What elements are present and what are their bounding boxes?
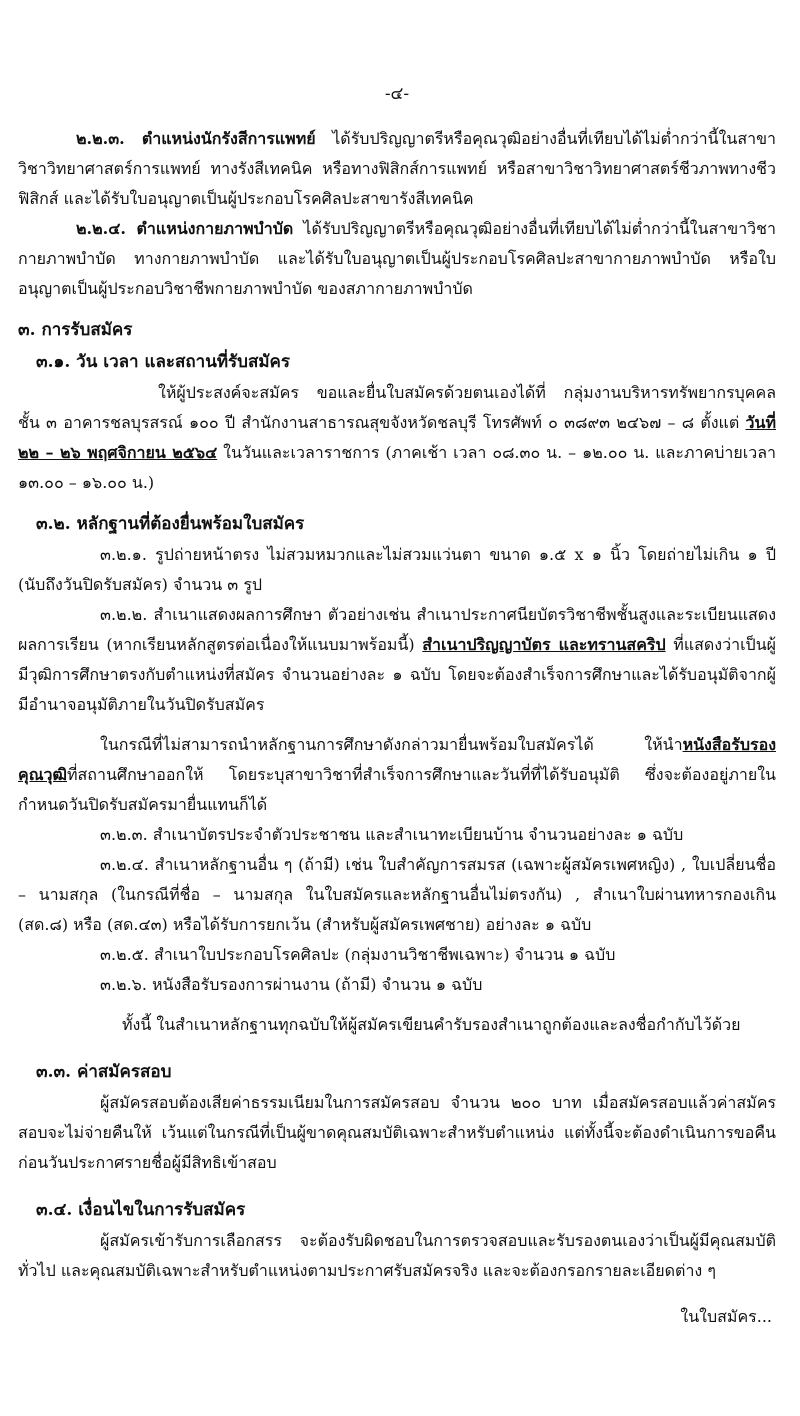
text-3-2-2-b: ที่แสดงว่าเป็นผู้มีวุฒิการศึกษาตรงกับตำแหน่งที่สมัคร จำนวนอย่างละ ๑ ฉบับ โดยจะต้องสำเร็จการศึกษาและได้รับอนุมัติจากผู้มีอำนาจอนุมัติภายในวันปิดรับสมัคร xyxy=(18,635,777,714)
application-dates: วันที่ ๒๒ – ๒๖ พฤศจิกายน ๒๕๖๔ xyxy=(18,413,776,462)
item-3-2-5: ๓.๒.๕. สำเนาใบประกอบโรคศิลปะ (กลุ่มงานวิชาชีพเฉพาะ) จำนวน ๑ ฉบับ xyxy=(100,945,616,964)
text-3-1-a: ให้ผู้ประสงค์จะสมัคร ขอและยื่นใบสมัครด้วยตนเองได้ที่ กลุ่มงานบริหารทรัพยากรบุคคล ชั้น ๓ อาคารชลบุรสรณ์ ๑๐๐ ปี สำนักงานสาธารณสุขจังหวัดชลบุรี โทรศัพท์ ๐ ๓๘๙๓ ๒๔๖๗ – ๘ ตั้งแต่ xyxy=(18,383,776,432)
paragraph-3-4: ผู้สมัครเข้ารับการเลือกสรร จะต้องรับผิดชอบในการตรวจสอบและรับรองตนเองว่าเป็นผู้มีคุณสมบัติทั่วไป และคุณสมบัติเฉพาะสำหรับตำแหน่งตามประกาศรับสมัครจริง และจะต้องกรอกรายละเอียดต่าง ๆ xyxy=(18,1231,776,1280)
page-number: -๔- xyxy=(384,84,410,104)
degree-transcript-underlined: สำเนาปริญญาบัตร และทรานสคริป xyxy=(422,635,666,654)
paragraph-2-2-3 xyxy=(18,124,776,214)
item-3-2-4: ๓.๒.๔. สำเนาหลักฐานอื่น ๆ (ถ้ามี) เช่น ใบสำคัญการสมรส (เฉพาะผู้สมัครเพศหญิง) , ใบเปลี่ยนชื่อ – นามสกุล (ในกรณีที่ชื่อ – นามสกุล ในใบสมัครและหลักฐานอื่นไม่ตรงกัน) , สำเนาใบผ่านทหารกองเกิน (สด.๘) หรือ (สด.๔๓) หรือได้รับการยกเว้น (สำหรับผู้สมัครเพศชาย) อย่างละ ๑ ฉบับ xyxy=(18,855,776,934)
certificate-underlined: หนังสือรับรองคุณวุฒิ xyxy=(18,735,776,784)
section-3-2-title: ๓.๒. หลักฐานที่ต้องยื่นพร้อมใบสมัคร xyxy=(36,514,305,534)
section-3-title: ๓. การรับสมัคร xyxy=(18,320,133,340)
section-3-1-title: ๓.๑. วัน เวลา และสถานที่รับสมัคร xyxy=(36,352,291,372)
paragraph-closing: ทั้งนี้ ในสำเนาหลักฐานทุกฉบับให้ผู้สมัครเขียนคำรับรองสำเนาถูกต้องและลงชื่อกำกับไว้ด้วย xyxy=(122,1015,741,1034)
heading-2-2-3: ๒.๒.๓. ตำแหน่งนักรังสีการแพทย์ xyxy=(76,129,316,148)
text-3-1-b: ในวันและเวลาราชการ (ภาคเช้า เวลา ๐๘.๓๐ น. – ๑๒.๐๐ น. และภาคบ่ายเวลา ๑๓.๐๐ – ๑๖.๐๐ น.) xyxy=(18,443,777,492)
continuation-marker: ในใบสมัคร... xyxy=(680,1307,772,1326)
item-3-2-6: ๓.๒.๖. หนังสือรับรองการผ่านงาน (ถ้ามี) จำนวน ๑ ฉบับ xyxy=(100,975,483,994)
section-3-4-title: ๓.๔. เงื่อนไขในการรับสมัคร xyxy=(36,1200,246,1220)
item-3-2-3: ๓.๒.๓. สำเนาบัตรประจำตัวประชาชน และสำเนาทะเบียนบ้าน จำนวนอย่างละ ๑ ฉบับ xyxy=(100,825,684,844)
text-2-2-4: ได้รับปริญญาตรีหรือคุณวุฒิอย่างอื่นที่เทียบได้ไม่ต่ำกว่านี้ในสาขาวิชากายภาพบำบัด ทางกายภาพบำบัด และได้รับใบอนุญาตเป็นผู้ประกอบโรคศิลปะสาขากายภาพบำบัด หรือใบอนุญาตเป็นผู้ประกอบวิชาชีพกายภาพบำบัด ของสภากายภาพบำบัด xyxy=(18,219,776,298)
item-3-2-2 xyxy=(18,600,776,720)
text-note-b: ที่สถานศึกษาออกให้ โดยระบุสาขาวิชาที่สำเร็จการศึกษาและวันที่ที่ได้รับอนุมัติ ซึ่งจะต้องอยู่ภายในกำหนดวันปิดรับสมัครมายื่นแทนก็ได้ xyxy=(18,765,776,814)
paragraph-3-3: ผู้สมัครสอบต้องเสียค่าธรรมเนียมในการสมัครสอบ จำนวน ๒๐๐ บาท เมื่อสมัครสอบแล้วค่าสมัครสอบจะไม่จ่ายคืนให้ เว้นแต่ในกรณีที่เป็นผู้ขาดคุณสมบัติเฉพาะสำหรับตำแหน่ง แต่ทั้งนี้จะต้องดำเนินการขอคืนก่อนวันประกาศรายชื่อผู้มีสิทธิเข้าสอบ xyxy=(18,1093,776,1172)
section-3-3-title: ๓.๓. ค่าสมัครสอบ xyxy=(36,1062,172,1082)
text-3-2-2-a: ๓.๒.๒. สำเนาแสดงผลการศึกษา ตัวอย่างเช่น สำเนาประกาศนียบัตรวิชาชีพชั้นสูงและระเบียนแสดงผลการเรียน (หากเรียนหลักสูตรต่อเนื่องให้แนบมาพร้อมนี้) xyxy=(18,605,776,654)
text-2-2-3: ได้รับปริญญาตรีหรือคุณวุฒิอย่างอื่นที่เทียบได้ไม่ต่ำกว่านี้ในสาขาวิชาวิทยาศาสตร์การแพทย์ ทางรังสีเทคนิค หรือทางฟิสิกส์การแพทย์ หรือสาขาวิชาวิทยาศาสตร์ชีวภาพทางชีวฟิสิกส์ และได้รับใบอนุญาตเป็นผู้ประกอบโรคศิลปะสาขารังสีเทคนิค xyxy=(18,129,776,208)
paragraph-note xyxy=(18,730,776,820)
item-3-2-1: ๓.๒.๑. รูปถ่ายหน้าตรง ไม่สวมหมวกและไม่สวมแว่นตา ขนาด ๑.๕ x ๑ นิ้ว โดยถ่ายไม่เกิน ๑ ปี (นับถึงวันปิดรับสมัคร) จำนวน ๓ รูป xyxy=(18,545,776,594)
paragraph-3-1 xyxy=(18,378,776,498)
paragraph-2-2-4 xyxy=(18,214,776,304)
heading-2-2-4: ๒.๒.๔. ตำแหน่งกายภาพบำบัด xyxy=(76,219,294,238)
text-note-a: ในกรณีที่ไม่สามารถนำหลักฐานการศึกษาดังกล่าวมายื่นพร้อมใบสมัครได้ ให้นำ xyxy=(100,735,683,754)
